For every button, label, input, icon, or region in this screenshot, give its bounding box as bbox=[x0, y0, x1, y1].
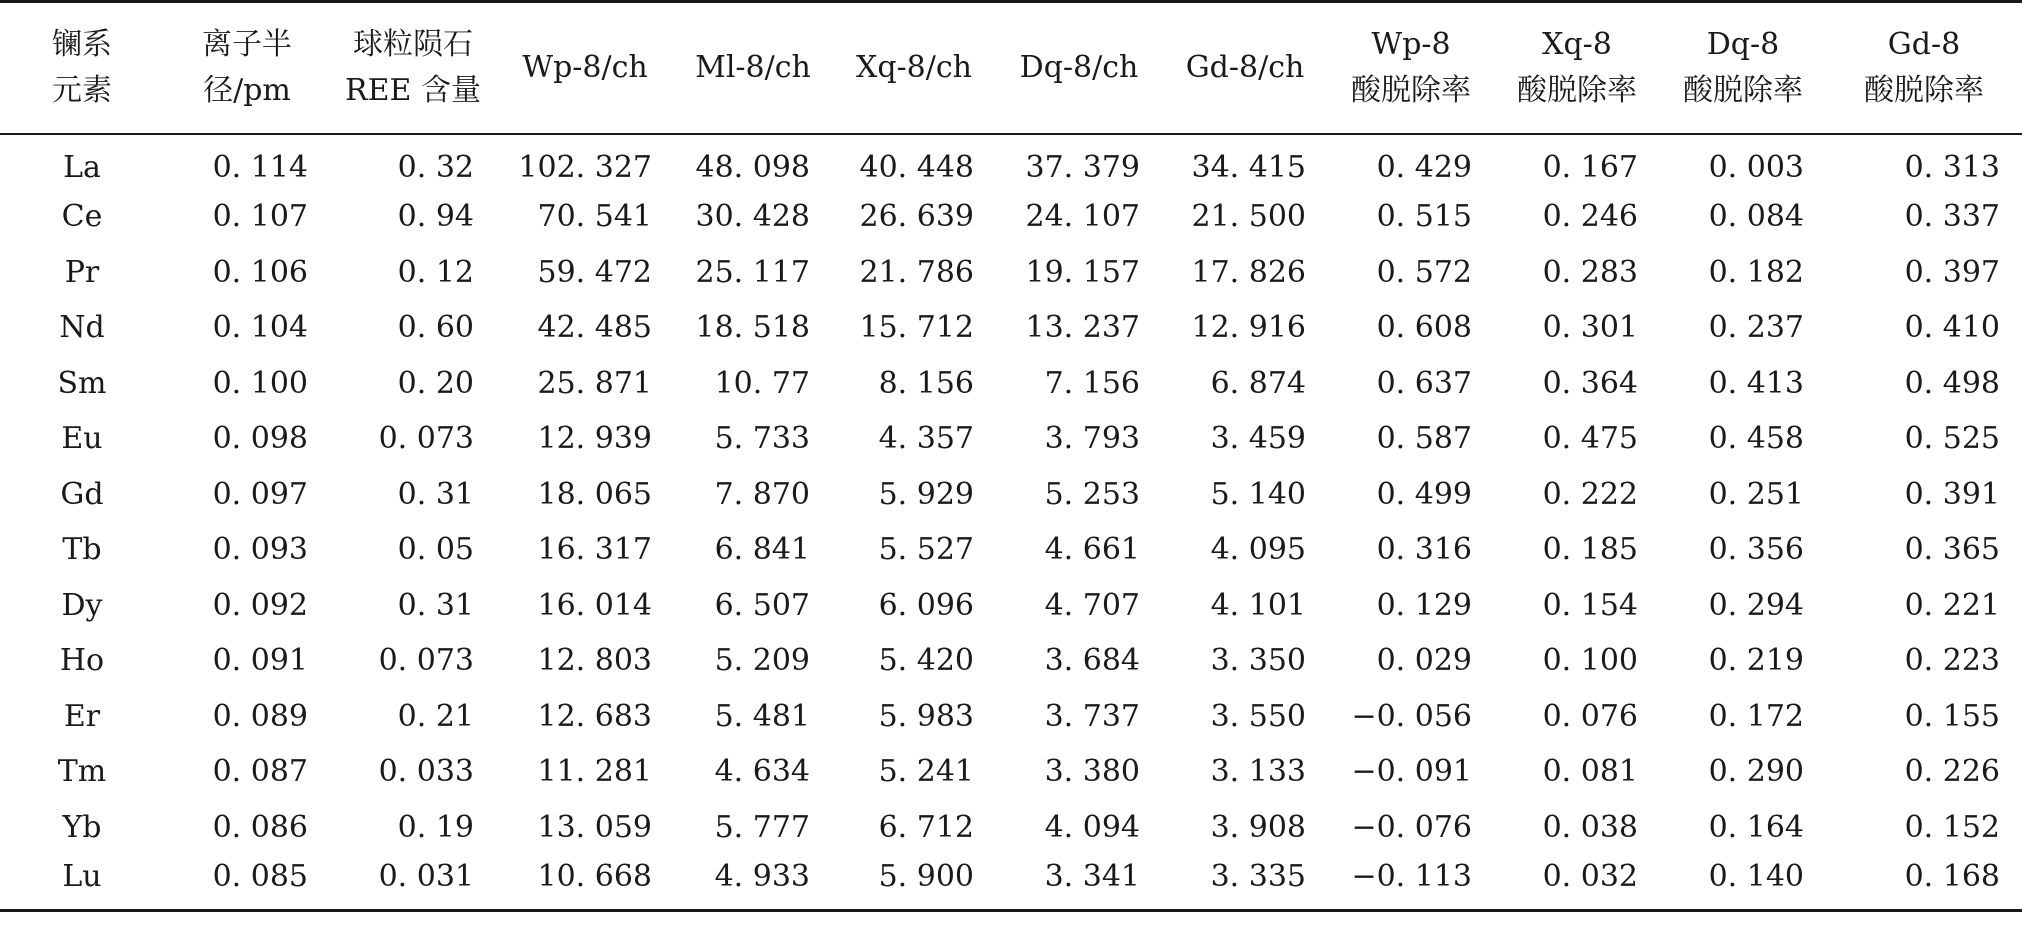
table-cell: 0. 089 bbox=[212, 698, 308, 734]
table-cell: 17. 826 bbox=[1191, 254, 1306, 290]
table-cell: 3. 793 bbox=[1044, 421, 1140, 457]
table-cell: 0. 076 bbox=[1542, 698, 1638, 734]
table-cell: 0. 05 bbox=[397, 532, 474, 568]
column-header-line1: Gd-8 bbox=[1887, 26, 1961, 62]
column-header-line2: 径/pm bbox=[203, 72, 291, 108]
element-symbol-cell: Nd bbox=[59, 310, 105, 346]
table-cell: 4. 707 bbox=[1044, 587, 1140, 623]
element-symbol-cell: Tb bbox=[62, 532, 102, 568]
column-header-line1: 球粒陨石 bbox=[353, 26, 473, 62]
table-cell: 0. 587 bbox=[1376, 421, 1472, 457]
column-header bbox=[1328, 2, 1494, 134]
table-cell: 0. 294 bbox=[1708, 587, 1804, 623]
table-row bbox=[0, 800, 2022, 856]
table-cell: 5. 733 bbox=[714, 421, 810, 457]
table-cell: 0. 365 bbox=[1904, 532, 2000, 568]
column-header-line2: 酸脱除率 bbox=[1864, 72, 1984, 108]
table-cell: 0. 337 bbox=[1904, 199, 2000, 235]
column-header bbox=[1660, 2, 1826, 134]
table-cell: 18. 065 bbox=[537, 476, 652, 512]
table-cell: 24. 107 bbox=[1025, 199, 1140, 235]
column-header-line2: REE 含量 bbox=[345, 72, 481, 108]
table-cell: 0. 155 bbox=[1904, 698, 2000, 734]
table-cell: 0. 087 bbox=[212, 754, 308, 790]
table-cell: 12. 916 bbox=[1191, 310, 1306, 346]
table-row bbox=[0, 578, 2022, 634]
table-cell: 12. 683 bbox=[537, 698, 652, 734]
table-cell: 0. 114 bbox=[212, 150, 308, 186]
table-row bbox=[0, 633, 2022, 689]
column-header-line1: Wp-8/ch bbox=[522, 49, 648, 85]
table-cell: 0. 637 bbox=[1376, 365, 1472, 401]
table-cell: 0. 94 bbox=[397, 199, 474, 235]
table-cell: 5. 527 bbox=[878, 532, 974, 568]
table-cell: 5. 209 bbox=[714, 643, 810, 679]
column-header-line2: 酸脱除率 bbox=[1351, 72, 1471, 108]
table-cell: 0. 608 bbox=[1376, 310, 1472, 346]
table-cell: 0. 038 bbox=[1542, 809, 1638, 845]
table-cell: 0. 140 bbox=[1660, 855, 1826, 911]
table-cell: 4. 094 bbox=[1044, 809, 1140, 845]
column-header-line1: Xq-8 bbox=[1542, 26, 1612, 62]
column-header-line1: 离子半 bbox=[202, 26, 292, 62]
element-symbol-cell: Er bbox=[63, 698, 101, 734]
table-cell: 0. 413 bbox=[1708, 365, 1804, 401]
table-cell: 7. 870 bbox=[714, 476, 810, 512]
table-cell: 48. 098 bbox=[695, 150, 810, 186]
table-cell: 10. 668 bbox=[496, 855, 674, 911]
column-header-line1: Xq-8/ch bbox=[855, 49, 972, 85]
table-cell: 0. 498 bbox=[1904, 365, 2000, 401]
table-cell: −0. 113 bbox=[1328, 855, 1494, 911]
table-cell: 0. 100 bbox=[1542, 643, 1638, 679]
table-cell: 0. 20 bbox=[397, 365, 474, 401]
column-header-line2: 元素 bbox=[52, 72, 112, 108]
table-cell: 6. 841 bbox=[714, 532, 810, 568]
table-cell: 3. 908 bbox=[1210, 809, 1306, 845]
table-cell: 0. 572 bbox=[1376, 254, 1472, 290]
table-cell: 0. 31 bbox=[397, 587, 474, 623]
table-cell: 25. 117 bbox=[695, 254, 810, 290]
table-cell: 5. 140 bbox=[1210, 476, 1306, 512]
element-symbol-cell: Ce bbox=[61, 199, 103, 235]
table-cell: 3. 380 bbox=[1044, 754, 1140, 790]
table-row bbox=[0, 467, 2022, 523]
table-cell: 34. 415 bbox=[1191, 150, 1306, 186]
column-header-line1: Wp-8 bbox=[1371, 26, 1451, 62]
column-header bbox=[1826, 2, 2022, 134]
table-cell: 21. 500 bbox=[1191, 199, 1306, 235]
table-cell: 3. 550 bbox=[1210, 698, 1306, 734]
table-cell: 102. 327 bbox=[518, 150, 652, 186]
table-cell: 5. 900 bbox=[832, 855, 996, 911]
table-row bbox=[0, 300, 2022, 356]
table-body bbox=[0, 134, 2022, 911]
table-row bbox=[0, 744, 2022, 800]
column-header bbox=[996, 2, 1162, 134]
column-header bbox=[674, 2, 832, 134]
table-cell: 0. 091 bbox=[212, 643, 308, 679]
table-row bbox=[0, 411, 2022, 467]
table-cell: 5. 929 bbox=[878, 476, 974, 512]
table-cell: 0. 100 bbox=[212, 365, 308, 401]
table-cell: 0. 356 bbox=[1708, 532, 1804, 568]
table-cell: 25. 871 bbox=[537, 365, 652, 401]
table-cell: 0. 104 bbox=[212, 310, 308, 346]
table-cell: 19. 157 bbox=[1025, 254, 1140, 290]
table-header bbox=[0, 2, 2022, 134]
table-cell: 0. 32 bbox=[397, 150, 474, 186]
table-cell: 18. 518 bbox=[695, 310, 810, 346]
table-cell: 5. 481 bbox=[714, 698, 810, 734]
column-header-line1: 镧系 bbox=[52, 26, 112, 62]
table-cell: 4. 101 bbox=[1210, 587, 1306, 623]
element-symbol-cell: Yb bbox=[62, 809, 102, 845]
column-header-line1: Gd-8/ch bbox=[1185, 49, 1305, 85]
table-cell: 0. 12 bbox=[397, 254, 474, 290]
table-cell: 0. 499 bbox=[1376, 476, 1472, 512]
table-cell: 0. 029 bbox=[1376, 643, 1472, 679]
table-cell: 3. 684 bbox=[1044, 643, 1140, 679]
table-cell: −0. 076 bbox=[1351, 809, 1472, 845]
table-cell: 0. 391 bbox=[1904, 476, 2000, 512]
column-header bbox=[1494, 2, 1660, 134]
table-cell: 0. 031 bbox=[330, 855, 496, 911]
table-cell: 59. 472 bbox=[537, 254, 652, 290]
table-cell: 0. 164 bbox=[1708, 809, 1804, 845]
column-header bbox=[832, 2, 996, 134]
table-cell: 5. 253 bbox=[1044, 476, 1140, 512]
table-cell: 0. 223 bbox=[1904, 643, 2000, 679]
table-cell: 5. 777 bbox=[714, 809, 810, 845]
table-cell: 0. 21 bbox=[397, 698, 474, 734]
table-row bbox=[0, 356, 2022, 412]
table-cell: 5. 420 bbox=[878, 643, 974, 679]
column-header-line1: Dq-8/ch bbox=[1019, 49, 1139, 85]
table-cell: 0. 154 bbox=[1542, 587, 1638, 623]
element-symbol-cell: Dy bbox=[61, 587, 103, 623]
element-symbol-cell: Gd bbox=[60, 476, 104, 512]
table-cell: 0. 458 bbox=[1708, 421, 1804, 457]
table-cell: 13. 059 bbox=[537, 809, 652, 845]
table-cell: 0. 283 bbox=[1542, 254, 1638, 290]
table-cell: 12. 939 bbox=[537, 421, 652, 457]
column-header bbox=[0, 2, 164, 134]
table-cell: 6. 874 bbox=[1210, 365, 1306, 401]
table-cell: 0. 515 bbox=[1376, 199, 1472, 235]
table-cell: 5. 983 bbox=[878, 698, 974, 734]
column-header bbox=[1162, 2, 1328, 134]
table-cell: 16. 317 bbox=[537, 532, 652, 568]
table-cell: 4. 933 bbox=[674, 855, 832, 911]
table-cell: −0. 091 bbox=[1351, 754, 1472, 790]
table-cell: 0. 290 bbox=[1708, 754, 1804, 790]
column-header-line1: Ml-8/ch bbox=[695, 49, 811, 85]
table-cell: 0. 313 bbox=[1904, 150, 2000, 186]
table-cell: 70. 541 bbox=[537, 199, 652, 235]
table-cell: 3. 350 bbox=[1210, 643, 1306, 679]
table-cell: 0. 364 bbox=[1542, 365, 1638, 401]
table-cell: 6. 096 bbox=[878, 587, 974, 623]
table-cell: 0. 172 bbox=[1708, 698, 1804, 734]
table-cell: 21. 786 bbox=[859, 254, 974, 290]
element-symbol-cell: Lu bbox=[0, 855, 164, 911]
table-cell: 4. 634 bbox=[714, 754, 810, 790]
element-symbol-cell: Tm bbox=[57, 754, 107, 790]
table-cell: 10. 77 bbox=[714, 365, 810, 401]
table-cell: 0. 106 bbox=[212, 254, 308, 290]
table-cell: 3. 133 bbox=[1210, 754, 1306, 790]
table-row bbox=[0, 134, 2022, 190]
table-cell: −0. 056 bbox=[1351, 698, 1472, 734]
table-cell: 0. 219 bbox=[1708, 643, 1804, 679]
element-symbol-cell: Sm bbox=[57, 365, 107, 401]
table-cell: 0. 073 bbox=[378, 643, 474, 679]
table-row bbox=[0, 522, 2022, 578]
table-cell: 15. 712 bbox=[859, 310, 974, 346]
column-header bbox=[164, 2, 330, 134]
table-cell: 0. 085 bbox=[164, 855, 330, 911]
table-cell: 4. 661 bbox=[1044, 532, 1140, 568]
table-cell: 0. 033 bbox=[378, 754, 474, 790]
table-cell: 40. 448 bbox=[859, 150, 974, 186]
element-symbol-cell: Ho bbox=[59, 643, 105, 679]
table-cell: 0. 003 bbox=[1708, 150, 1804, 186]
table-cell: 7. 156 bbox=[1044, 365, 1140, 401]
element-symbol-cell: Eu bbox=[61, 421, 103, 457]
table-row bbox=[0, 245, 2022, 301]
table-cell: 0. 525 bbox=[1904, 421, 2000, 457]
table-cell: 13. 237 bbox=[1025, 310, 1140, 346]
column-header bbox=[496, 2, 674, 134]
table-cell: 6. 712 bbox=[878, 809, 974, 845]
table-cell: 37. 379 bbox=[1025, 150, 1140, 186]
table-cell: 0. 31 bbox=[397, 476, 474, 512]
table-cell: 0. 429 bbox=[1376, 150, 1472, 186]
table-cell: 8. 156 bbox=[878, 365, 974, 401]
table-cell: 0. 152 bbox=[1904, 809, 2000, 845]
table-cell: 0. 093 bbox=[212, 532, 308, 568]
table-cell: 0. 221 bbox=[1904, 587, 2000, 623]
table-cell: 0. 097 bbox=[212, 476, 308, 512]
column-header-line1: Dq-8 bbox=[1706, 26, 1780, 62]
table-cell: 3. 737 bbox=[1044, 698, 1140, 734]
table-cell: 0. 397 bbox=[1904, 254, 2000, 290]
table-cell: 0. 073 bbox=[378, 421, 474, 457]
table-row bbox=[0, 189, 2022, 245]
table-cell: 0. 032 bbox=[1494, 855, 1660, 911]
table-cell: 0. 182 bbox=[1708, 254, 1804, 290]
header-row bbox=[0, 2, 2022, 134]
element-symbol-cell: La bbox=[63, 150, 101, 186]
table-cell: 42. 485 bbox=[537, 310, 652, 346]
table-cell: 0. 251 bbox=[1708, 476, 1804, 512]
table-cell: 5. 241 bbox=[878, 754, 974, 790]
table-cell: 0. 222 bbox=[1542, 476, 1638, 512]
table-cell: 4. 095 bbox=[1210, 532, 1306, 568]
table-cell: 0. 168 bbox=[1826, 855, 2022, 911]
table-cell: 0. 086 bbox=[212, 809, 308, 845]
table-cell: 0. 410 bbox=[1904, 310, 2000, 346]
table-cell: 6. 507 bbox=[714, 587, 810, 623]
table-cell: 0. 246 bbox=[1542, 199, 1638, 235]
table-cell: 0. 185 bbox=[1542, 532, 1638, 568]
table-cell: 3. 335 bbox=[1162, 855, 1328, 911]
table-row bbox=[0, 855, 2022, 911]
table-cell: 3. 341 bbox=[996, 855, 1162, 911]
table-cell: 12. 803 bbox=[537, 643, 652, 679]
column-header-line2: 酸脱除率 bbox=[1517, 72, 1637, 108]
element-symbol-cell: Pr bbox=[64, 254, 100, 290]
table-cell: 0. 316 bbox=[1376, 532, 1472, 568]
table-cell: 4. 357 bbox=[878, 421, 974, 457]
table-cell: 16. 014 bbox=[537, 587, 652, 623]
table-cell: 0. 098 bbox=[212, 421, 308, 457]
table-cell: 0. 226 bbox=[1904, 754, 2000, 790]
table-cell: 0. 092 bbox=[212, 587, 308, 623]
table-cell: 11. 281 bbox=[537, 754, 652, 790]
table-cell: 0. 237 bbox=[1708, 310, 1804, 346]
table-cell: 0. 129 bbox=[1376, 587, 1472, 623]
table-cell: 0. 19 bbox=[397, 809, 474, 845]
table-cell: 0. 301 bbox=[1542, 310, 1638, 346]
table-cell: 0. 107 bbox=[212, 199, 308, 235]
table-cell: 26. 639 bbox=[859, 199, 974, 235]
table-cell: 0. 081 bbox=[1542, 754, 1638, 790]
table-cell: 0. 084 bbox=[1708, 199, 1804, 235]
table-cell: 0. 60 bbox=[397, 310, 474, 346]
table-row bbox=[0, 689, 2022, 745]
table-cell: 0. 167 bbox=[1542, 150, 1638, 186]
column-header-line2: 酸脱除率 bbox=[1683, 72, 1803, 108]
table-cell: 3. 459 bbox=[1210, 421, 1306, 457]
table-cell: 0. 475 bbox=[1542, 421, 1638, 457]
table-cell: 30. 428 bbox=[695, 199, 810, 235]
column-header bbox=[330, 2, 496, 134]
